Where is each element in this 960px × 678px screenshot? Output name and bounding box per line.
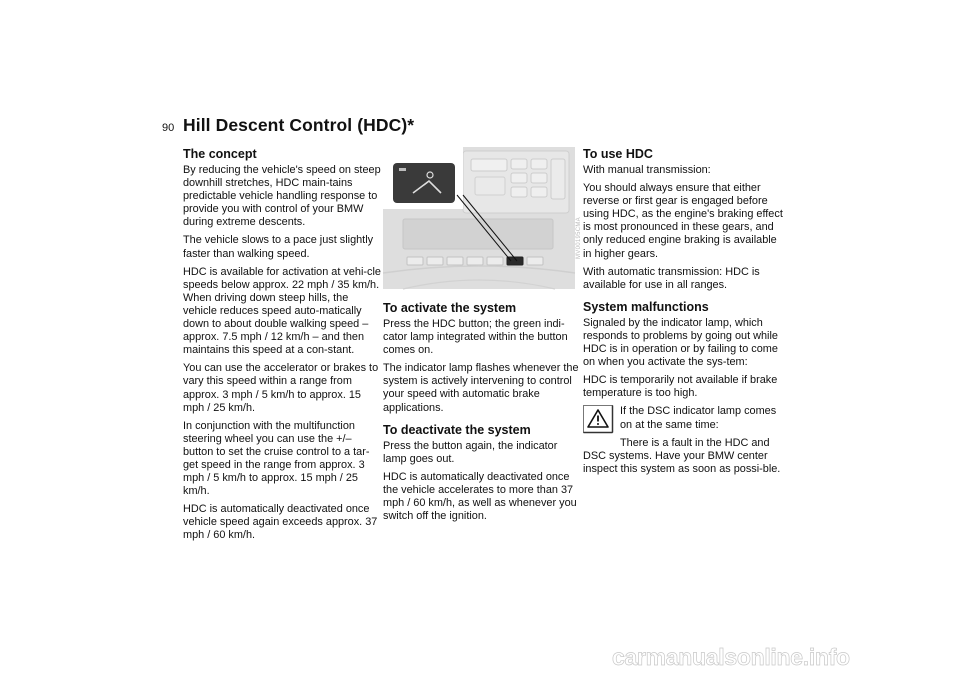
section-heading-malfunctions: System malfunctions	[583, 299, 709, 314]
section-heading-deactivate: To deactivate the system	[383, 422, 531, 437]
paragraph: You can use the accelerator or brakes to vary this speed within a range from approx. 3 mph / 5 km/h to approx. 15 mph / 25 km/h.	[183, 362, 379, 414]
paragraph: By reducing the vehicle's speed on steep downhill stretches, HDC main-tains predictable vehicle handling response to provide you with control of your BMW during extreme descents.	[183, 164, 381, 229]
paragraph: With manual transmission:	[583, 164, 711, 176]
figure-code: MV00195CMA	[576, 217, 582, 260]
dashboard-illustration	[383, 147, 575, 289]
paragraph: The vehicle slows to a pace just slightly faster than walking speed.	[183, 234, 374, 260]
warning-text-intro: If the DSC indicator lamp comes on at the same time:	[620, 405, 777, 431]
paragraph: HDC is automatically deactivated once vehicle speed again exceeds approx. 37 mph / 60 km/h.	[183, 503, 378, 542]
section-heading-use: To use HDC	[583, 147, 653, 161]
column-use	[583, 147, 783, 481]
paragraph: You should always ensure that either reverse or first gear is engaged before using HDC, as the engine's braking effect is most pronounced in these gears, and only reduced engine braking is available in higher gears.	[583, 182, 783, 260]
site-watermark: carmanualsonline.info	[612, 644, 850, 670]
section-heading-concept: The concept	[183, 147, 257, 161]
warning-triangle-icon	[583, 405, 613, 433]
paragraph: With automatic transmission: HDC is available for use in all ranges.	[583, 265, 760, 291]
paragraph: HDC is available for activation at vehi-cle speeds below approx. 22 mph / 35 km/h. When driving down steep hills, the vehicle reduces speed auto-matically down to about double walking speed – approx. 7.5 mph / 12 km/h – and then maintains this speed at a con-stant.	[183, 265, 381, 357]
page-title: Hill Descent Control (HDC)*	[183, 115, 415, 135]
paragraph: HDC is temporarily not available if brake temperature is too high.	[583, 374, 778, 400]
section-heading-activate: To activate the system	[383, 301, 517, 315]
warning-note	[583, 405, 783, 475]
column-activate	[383, 147, 583, 528]
paragraph: The indicator lamp flashes whenever the system is actively intervening to control your speed with automatic brake applications.	[383, 362, 579, 414]
paragraph: HDC is automatically deactivated once the vehicle accelerates to more than 37 mph / 60 km/h, as well as whenever you switch off the ignition.	[383, 470, 577, 523]
paragraph: In conjunction with the multifunction steering wheel you can use the +/– button to set the cruise control to a tar-get speed in the range from approx. 3 mph / 5 km/h to approx. 15 mph / 25 km/h.	[183, 419, 370, 498]
hdc-button-figure	[383, 147, 582, 289]
paragraph: Press the button again, the indicator lamp goes out.	[383, 439, 558, 465]
warning-text-detail: There is a fault in the HDC and DSC systems. Have your BMW center inspect this system as soon as possi-ble.	[583, 436, 781, 475]
paragraph: Signaled by the indicator lamp, which responds to problems by going out while HDC is in operation or by failing to come on when you activate the sys-tem:	[583, 316, 778, 369]
paragraph: Press the HDC button; the green indi-cator lamp integrated within the button comes on.	[383, 318, 568, 357]
page-number: 90	[162, 122, 175, 134]
column-concept	[183, 147, 383, 548]
